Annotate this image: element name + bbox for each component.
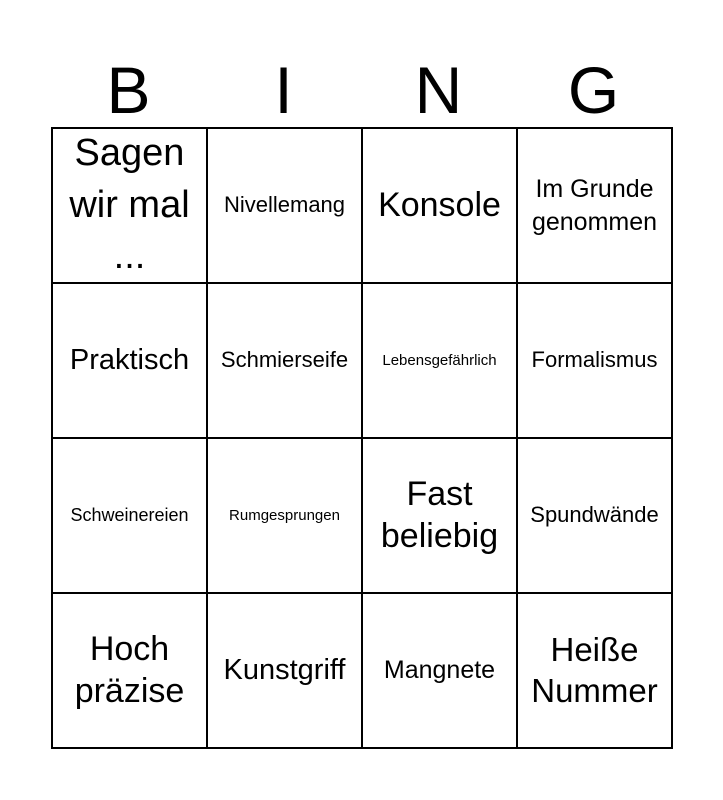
cell-text: Hoch präzise xyxy=(74,630,185,710)
bingo-cell-r4c3 xyxy=(363,594,518,749)
bingo-header xyxy=(51,52,671,128)
cell-text: Sagen wir mal ... xyxy=(69,132,190,278)
bingo-cell-r2c2 xyxy=(208,284,363,439)
cell-text: Praktisch xyxy=(69,344,190,377)
header-letter-g: G xyxy=(567,53,620,127)
bingo-cell-r2c3 xyxy=(363,284,518,439)
cell-text: Schweinereien xyxy=(70,504,189,525)
bingo-cell-r1c3 xyxy=(363,129,518,284)
cell-text: Heiße Nummer xyxy=(531,631,658,709)
cell-text: Nivellemang xyxy=(223,192,346,218)
cell-text: Konsole xyxy=(378,185,501,224)
header-letter-n: N xyxy=(414,53,463,127)
cell-text: Kunstgriff xyxy=(223,654,346,687)
bingo-cell-r4c4 xyxy=(518,594,673,749)
bingo-board xyxy=(51,127,673,749)
cell-text: Fast beliebig xyxy=(380,475,499,555)
bingo-cell-r3c2 xyxy=(208,439,363,594)
cell-text: Mangnete xyxy=(383,656,496,685)
bingo-cell-r1c2 xyxy=(208,129,363,284)
bingo-cell-r3c1 xyxy=(53,439,208,594)
bingo-cell-r1c1 xyxy=(53,129,208,284)
cell-text: Im Grunde genommen xyxy=(531,175,658,236)
bingo-cell-r3c4 xyxy=(518,439,673,594)
bingo-cell-r2c1 xyxy=(53,284,208,439)
bingo-cell-r2c4 xyxy=(518,284,673,439)
cell-text: Spundwände xyxy=(530,502,659,528)
cell-text: Rumgesprungen xyxy=(229,506,340,524)
bingo-cell-r4c1 xyxy=(53,594,208,749)
header-letter-b: B xyxy=(106,53,151,127)
cell-text: Lebensgefährlich xyxy=(382,351,497,369)
bingo-cell-r1c4 xyxy=(518,129,673,284)
cell-text: Schmierseife xyxy=(220,347,349,373)
cell-text: Formalismus xyxy=(531,347,658,373)
header-letter-i: I xyxy=(274,53,293,127)
bingo-cell-r3c3 xyxy=(363,439,518,594)
bingo-cell-r4c2 xyxy=(208,594,363,749)
